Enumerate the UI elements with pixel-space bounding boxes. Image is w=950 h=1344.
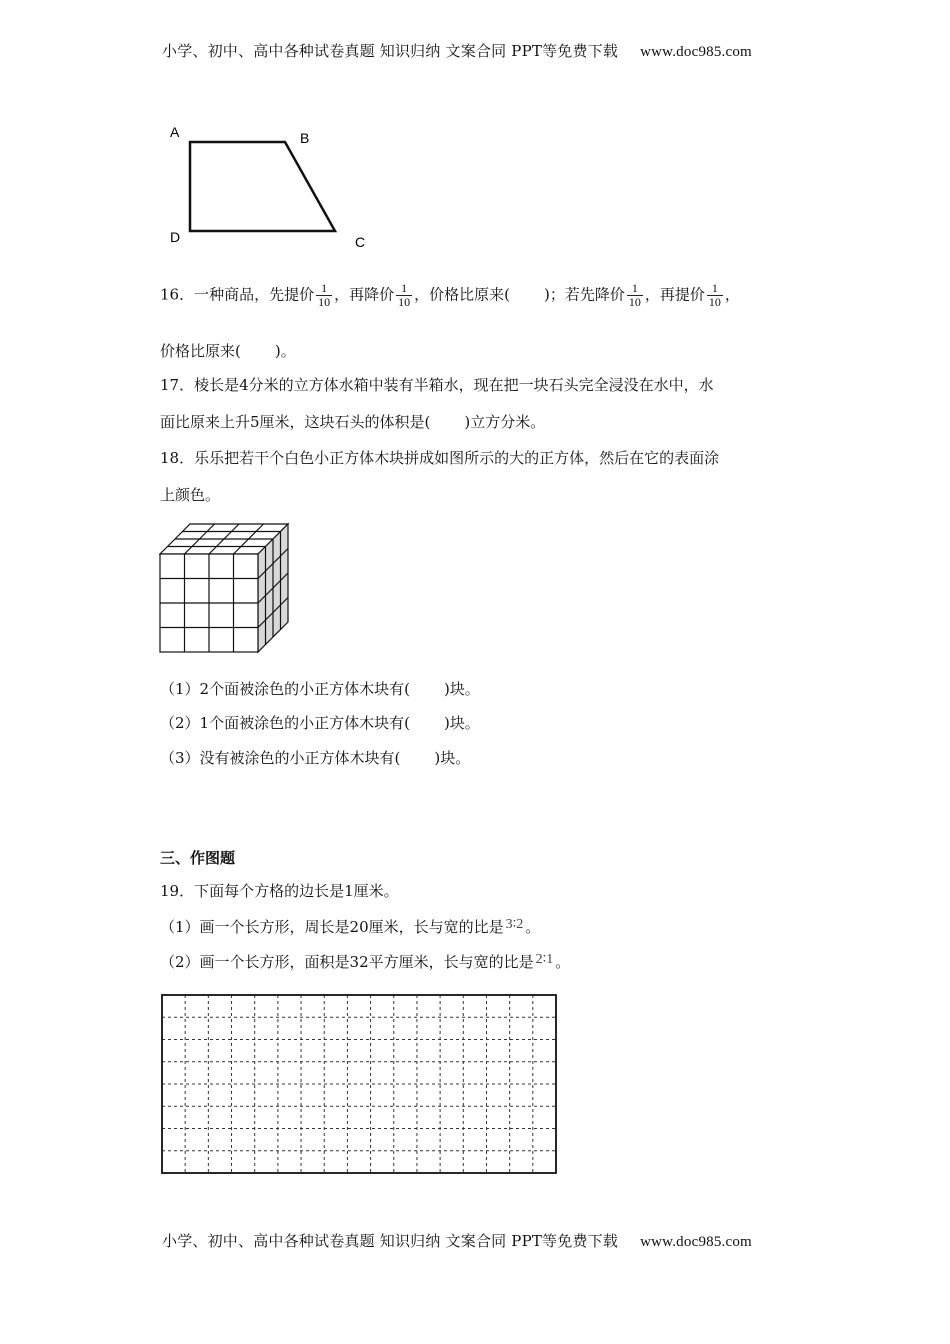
grid-border (162, 995, 556, 1173)
q16-frac-1: $\frac{1}{10}$ (318, 281, 331, 309)
page-header (162, 40, 752, 61)
q19-s1-text-b: 。 (525, 918, 541, 936)
q19-s2-ratio: 2∶1 (535, 952, 554, 967)
q19-s2-text-a: （2）画一个长方形，面积是32平方厘米，长与宽的比是 (160, 953, 534, 971)
q19-s2-text-b: 。 (555, 953, 571, 971)
drawing-grid[interactable] (160, 993, 558, 1175)
vertex-d-label: D (170, 229, 181, 245)
q18-s1-text-a: （1）2个面被涂色的小正方体木块有( (160, 680, 410, 698)
q16-frac-4: $\frac{1}{10}$ (708, 281, 721, 309)
trapezoid-figure (165, 118, 375, 253)
q17-line1: 17．棱长是4分米的立方体水箱中装有半箱水，现在把一块石头完全浸没在水中，水 (160, 376, 714, 394)
q17-text-a: 面比原来上升5厘米，这块石头的体积是( (160, 413, 431, 431)
q19-s1-ratio: 3∶2 (505, 917, 524, 932)
page-footer (162, 1230, 752, 1251)
q17-text-b: )立方分米。 (464, 413, 546, 431)
drawing-grid-svg[interactable] (160, 993, 558, 1175)
q16-line1 (160, 282, 740, 309)
q18-sub1 (160, 678, 480, 699)
q16-text-f: ， (724, 285, 740, 304)
q16-text-c: ，价格比原来( (414, 285, 510, 304)
q18-s3-text-b: )块。 (434, 749, 471, 767)
q16-text-g: 价格比原来( (160, 342, 241, 360)
footer-site: www.doc985.com (640, 1234, 752, 1250)
q19-sub2 (160, 951, 570, 972)
cube-svg (158, 522, 293, 657)
header-text: 小学、初中、高中各种试卷真题 知识归纳 文案合同 PPT等免费下载 (162, 42, 619, 60)
q16-text-e: ，再提价 (644, 285, 705, 304)
header-site: www.doc985.com (640, 44, 752, 60)
q18-sub2 (160, 712, 480, 733)
q18-s2-text-a: （2）1个面被涂色的小正方体木块有( (160, 714, 410, 732)
q16-frac-3: $\frac{1}{10}$ (628, 281, 641, 309)
q16-text-b: ，再降价 (334, 285, 395, 304)
footer-text: 小学、初中、高中各种试卷真题 知识归纳 文案合同 PPT等免费下载 (162, 1232, 619, 1250)
cube-figure (158, 522, 293, 657)
q18-sub3 (160, 747, 470, 768)
q16-frac-2: $\frac{1}{10}$ (398, 281, 411, 309)
q17-line2 (160, 411, 545, 432)
trapezoid-svg (165, 118, 375, 253)
q16-text-a: 16．一种商品，先提价 (160, 285, 315, 304)
vertex-a-label: A (170, 124, 180, 140)
q19-line1: 19．下面每个方格的边长是1厘米。 (160, 882, 399, 900)
q16-line2 (160, 340, 296, 361)
q19-sub1 (160, 916, 540, 937)
q19-s1-text-a: （1）画一个长方形，周长是20厘米，长与宽的比是 (160, 918, 504, 936)
vertex-b-label: B (300, 130, 310, 146)
q18-s2-text-b: )块。 (443, 714, 480, 732)
q16-text-h: )。 (274, 342, 296, 360)
q18-s3-text-a: （3）没有被涂色的小正方体木块有( (160, 749, 401, 767)
q18-line1: 18．乐乐把若干个白色小正方体木块拼成如图所示的大的正方体，然后在它的表面涂 (160, 449, 720, 467)
q16-text-d: )；若先降价 (543, 285, 625, 304)
vertex-c-label: C (355, 234, 366, 250)
q18-s1-text-b: )块。 (443, 680, 480, 698)
q18-line2: 上颜色。 (160, 486, 221, 504)
section3-title: 三、作图题 (160, 849, 236, 867)
